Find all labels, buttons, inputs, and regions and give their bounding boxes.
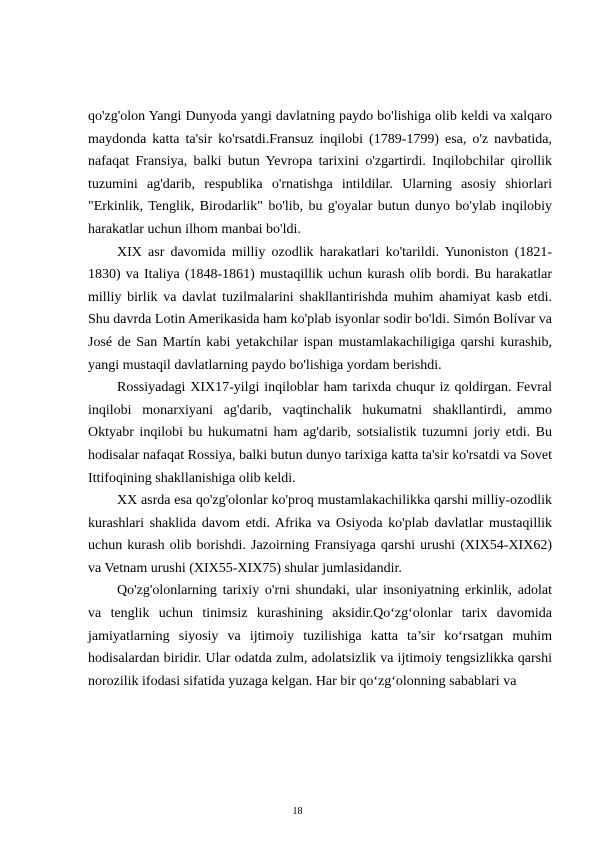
paragraph: XX asrda esa qo'zg'olonlar ko'proq mustamlakachilikka qarshi milliy-ozodlik kurashlari shaklida davom etdi. Afrika va Osiyoda ko'plab davlatlar mustaqillik uchun kurash olib borishdi. Jazoirning Fransiyaga qarshi urushi (XIX54-XIX62) va Vetnam urushi (XIX55-XIX75) shular jumlasidandir.: [88, 493, 552, 576]
page-number: 18: [292, 806, 303, 817]
body-text: [88, 106, 552, 693]
paragraph: XIX asr davomida milliy ozodlik harakatlari ko'tarildi. Yunoniston (1821-1830) va Italiya (1848-1861) mustaqillik uchun kurash olib bordi. Bu harakatlar milliy birlik va davlat tuzilmalarini shakllantirishda muhim ahamiyat kasb etdi. Shu davrda Lotin Amerikasida ham ko'plab isyonlar sodir bo'ldi. Simón Bolívar va José de San Martín kabi yetakchilar ispan mustamlakachiligiga qarshi kurashib, yangi mustaqil davlatlarning paydo bo'lishiga yordam berishdi.: [88, 244, 552, 373]
paragraph: qo'zg'olon Yangi Dunyoda yangi davlatning paydo bo'lishiga olib keldi va xalqaro maydonda katta ta'sir ko'rsatdi.Fransuz inqilobi (1789-1799) esa, o'z navbatida, nafaqat Fransiya, balki butun Yevropa tarixini o'zgartirdi. Inqilobchilar qirollik tuzumini ag'darib, respublika o'rnatishga intildilar. Ularning asosiy shiorlari "Erkinlik, Tenglik, Birodarlik" bo'lib, bu g'oyalar butun dunyo bo'ylab inqilobiy harakatlar uchun ilhom manbai bo'ldi.: [88, 109, 552, 237]
paragraph: Rossiyadagi XIX17-yilgi inqiloblar ham tarixda chuqur iz qoldirgan. Fevral inqilobi monarxiyani ag'darib, vaqtinchalik hukumatni shakllantirdi, ammo Oktyabr inqilobi bu hukumatni ham ag'darib, sotsialistik tuzumni joriy etdi. Bu hodisalar nafaqat Rossiya, balki butun dunyo tarixiga katta ta'sir ko'rsatdi va Sovet Ittifoqining shakllanishiga olib keldi.: [88, 380, 552, 486]
paragraph: Qo'zg'olonlarning tarixiy o'rni shundaki, ular insoniyatning erkinlik, adolat va tenglik uchun tinimsiz kurashining aksidir.Qo‘zg‘olonlar tarix davomida jamiyatlarning siyosiy va ijtimoiy tuzilishiga katta ta’sir ko‘rsatgan muhim hodisalardan biridir. Ular odatda zulm, adolatsizlik va ijtimoiy tengsizlikka qarshi norozilik ifodasi sifatida yuzaga kelgan. Har bir qo‘zg‘olonning sabablari va: [88, 583, 552, 689]
